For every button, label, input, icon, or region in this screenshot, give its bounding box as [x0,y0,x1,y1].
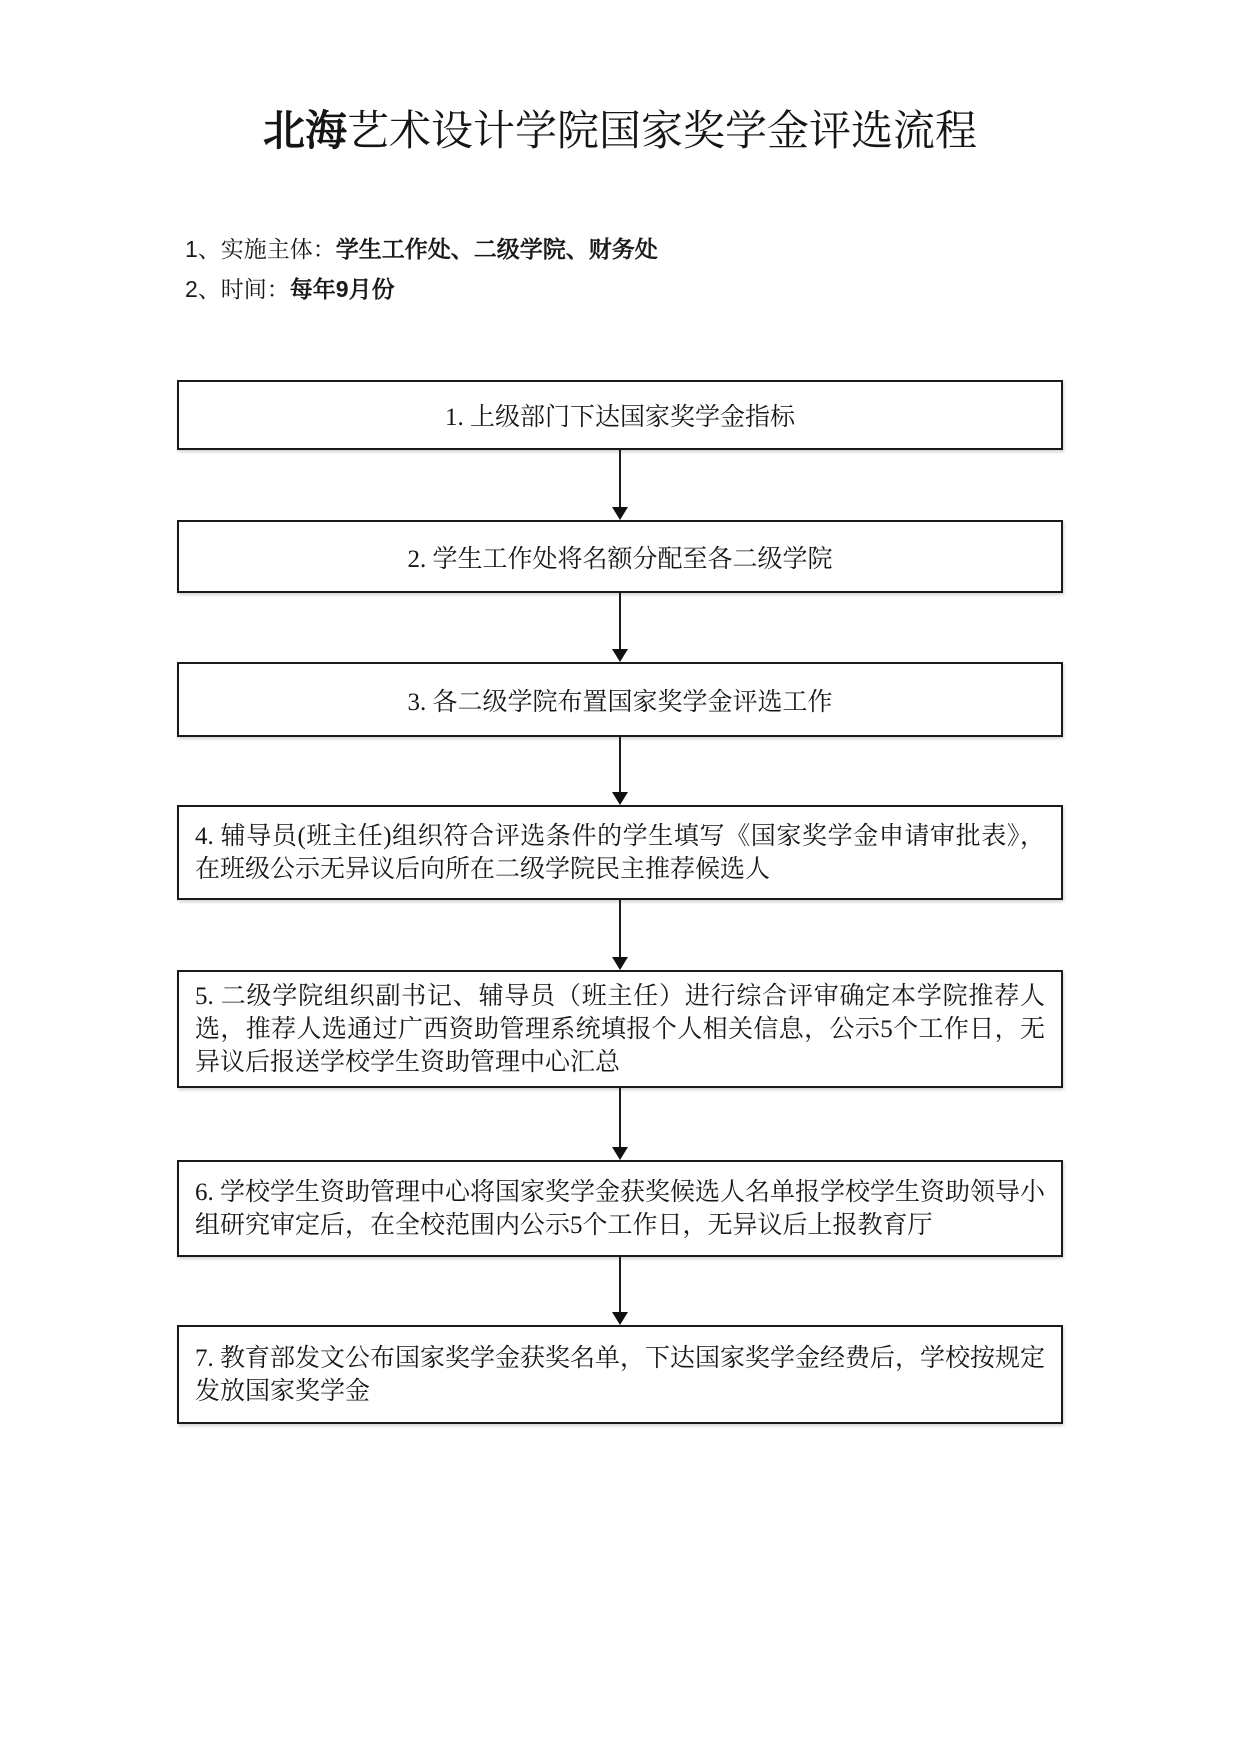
arrow-down-icon [612,1312,628,1325]
flow-step-2 [177,520,1063,593]
flow-arrow-3 [611,737,629,805]
flow-step-5 [177,970,1063,1088]
step-text: 1. 上级部门下达国家奖学金指标 [444,404,795,431]
arrow-line [619,450,621,507]
step-text: 4. 辅导员(班主任)组织符合评选条件的学生填写《国家奖学金申请审批表》，在班级公示无异议后向所在二级学院民主推荐候选人 [195,822,1045,883]
step-text: 3. 各二级学院布置国家奖学金评选工作 [407,688,833,716]
step-text: 5. 二级学院组织副书记、辅导员（班主任）进行综合评审确定本学院推荐人选，推荐人选通过广西资助管理系统填报个人相关信息，公示5个工作日，无异议后报送学校学生资助管理中心汇总 [195,982,1045,1076]
meta-value: 学生工作处、二级学院、财务处 [335,236,658,262]
arrow-down-icon [612,957,628,970]
flow-step-3 [177,662,1063,737]
step-text: 2. 学生工作处将名额分配至各二级学院 [407,545,833,573]
flow-step-4 [177,805,1063,900]
meta-item-time [185,272,395,306]
arrow-line [619,1088,621,1147]
arrow-line [619,737,621,792]
title-emphasis: 北海 [262,107,347,154]
arrow-down-icon [612,1147,628,1160]
arrow-line [619,593,621,649]
meta-value: 每年9月份 [289,276,395,302]
step-text: 7. 教育部发文公布国家奖学金获奖名单，下达国家奖学金经费后，学校按规定发放国家奖学金 [195,1344,1046,1405]
flow-step-6 [177,1160,1063,1257]
meta-label: 1、实施主体： [185,236,336,262]
arrow-down-icon [612,649,628,662]
flow-arrow-4 [611,900,629,970]
title-rest: 艺术设计学院国家奖学金评选流程 [347,107,978,154]
flow-arrow-5 [611,1088,629,1160]
meta-label: 2、时间： [185,276,290,302]
arrow-line [619,900,621,957]
meta-item-implementers [185,232,658,266]
arrow-down-icon [612,792,628,805]
flow-arrow-6 [611,1257,629,1325]
flow-arrow-2 [611,593,629,662]
arrow-line [619,1257,621,1312]
flow-step-1 [177,380,1063,450]
arrow-down-icon [612,507,628,520]
flow-arrow-1 [611,450,629,520]
flow-step-7 [177,1325,1063,1424]
step-text: 6. 学校学生资助管理中心将国家奖学金获奖候选人名单报学校学生资助领导小组研究审定后，在全校范围内公示5个工作日，无异议后上报教育厅 [195,1178,1046,1239]
page-title [0,106,1240,156]
